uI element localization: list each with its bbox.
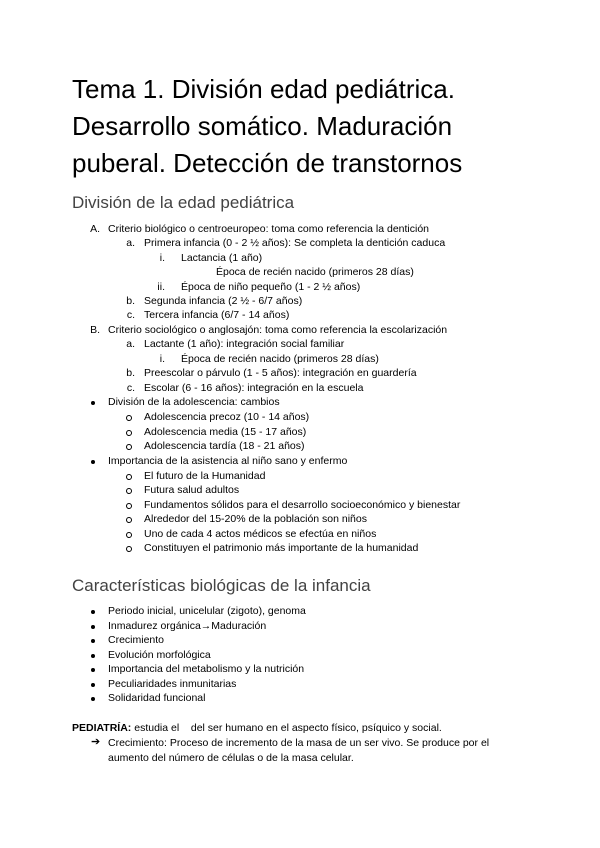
list-item: Criterio biológico o centroeuropeo: toma como referencia la dentición (108, 223, 430, 235)
list-item: Solidaridad funcional (108, 692, 206, 704)
definition-detail: aumento del número de células o de la masa celular. (108, 752, 354, 764)
list-item: Criterio sociológico o anglosajón: toma como referencia la escolarización (108, 324, 448, 336)
definition-detail: Crecimiento: Proceso de incremento de la masa de un ser vivo. Se produce por el (108, 737, 490, 749)
arrow-right-icon: ➔ (91, 736, 101, 748)
circle-bullet-icon (126, 488, 132, 494)
circle-bullet-icon (126, 503, 132, 509)
list-item: Adolescencia precoz (10 - 14 años) (144, 411, 310, 423)
list-item: Tercera infancia (6/7 - 14 años) (144, 309, 290, 321)
circle-bullet-icon (126, 474, 132, 480)
list-item: Periodo inicial, unicelular (zigoto), genoma (108, 605, 306, 617)
section-heading-caracteristicas: Características biológicas de la infancia (72, 576, 371, 595)
list-item: Época de niño pequeño (1 - 2 ½ años) (181, 281, 361, 293)
bullet-icon (91, 683, 95, 687)
list-item: Adolescencia media (15 - 17 años) (144, 426, 307, 438)
bullet-icon (91, 654, 95, 658)
list-item: Primera infancia (0 - 2 ½ años): Se completa la dentición caduca (144, 237, 446, 249)
circle-bullet-icon (126, 532, 132, 538)
list-item: Adolescencia tardía (18 - 21 años) (144, 440, 305, 452)
bullet-icon (91, 639, 95, 643)
list-marker: A. (90, 223, 100, 235)
list-item: Importancia de la asistencia al niño sano y enfermo (108, 455, 348, 467)
list-marker: b. (126, 295, 135, 307)
list-item: Importancia del metabolismo y la nutrición (108, 663, 305, 675)
list-marker: B. (90, 324, 100, 336)
bullet-icon (91, 625, 95, 629)
list-item: Crecimiento (108, 634, 165, 646)
list-item: Futura salud adultos (144, 484, 240, 496)
list-marker: c. (126, 382, 135, 394)
list-item: Escolar (6 - 16 años): integración en la escuela (144, 382, 364, 394)
list-marker: c. (126, 309, 135, 321)
list-item: División de la adolescencia: cambios (108, 396, 280, 408)
bullet-icon (91, 668, 95, 672)
list-item: Segunda infancia (2 ½ - 6/7 años) (144, 295, 303, 307)
definition-line (72, 721, 442, 735)
section-heading-division: División de la edad pediátrica (72, 193, 295, 212)
bullet-icon (91, 401, 95, 405)
list-item: Lactante (1 año): integración social familiar (144, 338, 345, 350)
list-marker: i. (159, 353, 165, 365)
list-item: Uno de cada 4 actos médicos se efectúa en niños (144, 528, 377, 540)
list-item: Peculiaridades inmunitarias (108, 678, 237, 690)
circle-bullet-icon (126, 517, 132, 523)
page-title: Tema 1. División edad pediátrica. Desarrollo somático. Maduración puberal. Detección de transtornos (72, 74, 463, 178)
list-item: Inmadurez orgánica→Maduración (108, 620, 267, 632)
list-item: Lactancia (1 año) (181, 252, 263, 264)
list-item: Fundamentos sólidos para el desarrollo socioeconómico y bienestar (144, 499, 461, 511)
list-marker: b. (126, 367, 135, 379)
list-marker: a. (126, 237, 135, 249)
definition-text: estudia el del ser humano en el aspecto físico, psíquico y social. (134, 722, 442, 734)
list-item: Alrededor del 15-20% de la población son niños (144, 513, 367, 525)
definition-label: PEDIATRÍA: (72, 722, 132, 734)
circle-bullet-icon (126, 415, 132, 421)
bullet-icon (91, 460, 95, 464)
list-item: El futuro de la Humanidad (144, 470, 266, 482)
list-item: Época de recién nacido (primeros 28 días) (181, 353, 379, 365)
list-item: Evolución morfológica (108, 649, 211, 661)
list-item: Época de recién nacido (primeros 28 días) (216, 266, 414, 278)
bullet-icon (91, 610, 95, 614)
list-marker: a. (126, 338, 135, 350)
bullet-icon (91, 697, 95, 701)
list-marker: i. (159, 252, 165, 264)
circle-bullet-icon (126, 430, 132, 436)
list-marker: ii. (157, 281, 165, 293)
circle-bullet-icon (126, 444, 132, 450)
circle-bullet-icon (126, 546, 132, 552)
list-item: Preescolar o párvulo (1 - 5 años): integración en guardería (144, 367, 417, 379)
list-item: Constituyen el patrimonio más importante de la humanidad (144, 542, 419, 554)
